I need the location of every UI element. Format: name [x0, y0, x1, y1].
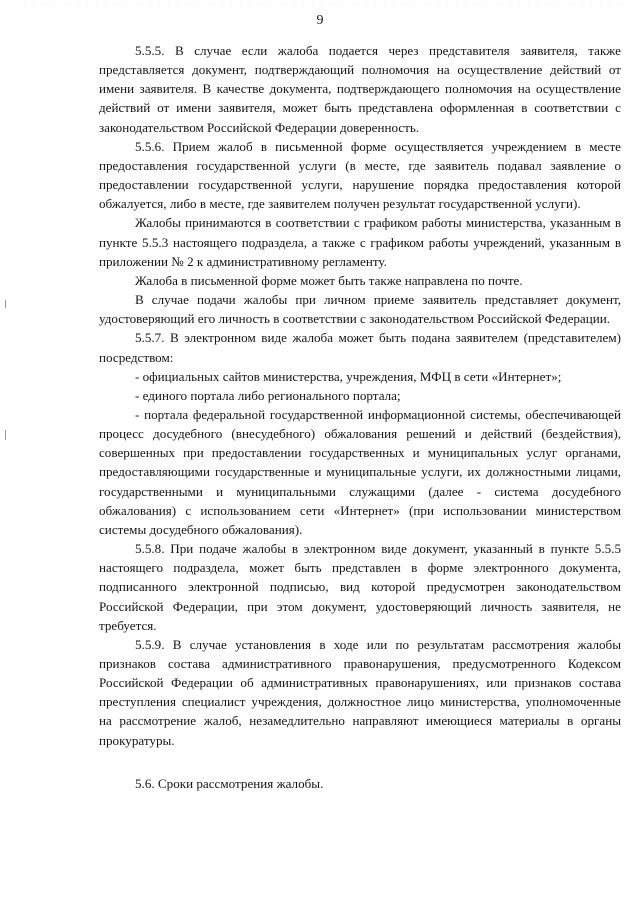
- page-number: 9: [316, 13, 324, 28]
- list-item-official-sites: - официальных сайтов министерства, учреждения, МФЦ в сети «Интернет»;: [135, 368, 562, 384]
- list-item-unified-portal: - единого портала либо регионального портала;: [135, 387, 401, 403]
- scan-artifact-dots: [20, 4, 620, 5]
- paragraph-5-5-6: 5.5.6. Прием жалоб в письменной форме осуществляется учреждением в месте предоставления государственной услуги (в месте, где заявитель подавал заявление о предоставлении государственной услуги, нарушение порядка предоставления которой обжалуется, либо в месте, где заявителем получен результат государственной услуги).: [99, 138, 621, 212]
- paragraph-5-5-7: 5.5.7. В электронном виде жалоба может быть подана заявителем (представителем) посредством:: [99, 330, 621, 365]
- paragraph-5-5-9: 5.5.9. В случае установления в ходе или по результатам рассмотрения жалобы признаков состава административного правонарушения, предусмотренного Кодексом Российской Федерации об административных правонарушениях, или признаков состава преступления специалист учреждения, должностное лицо министерства, уполномоченные на рассмотрение жалоб, незамедлительно направляют имеющиеся материалы в органы прокуратуры.: [99, 636, 621, 748]
- paragraph-mail: Жалоба в письменной форме может быть также направлена по почте.: [135, 272, 523, 288]
- scan-edge-mark: [5, 300, 6, 308]
- paragraph-5-5-5: 5.5.5. В случае если жалоба подается через представителя заявителя, также представляется документ, подтверждающий полномочия на осуществление действий от имени заявителя. В качестве документа, подтверждающего полномочия на осуществление действий от имени заявителя, может быть представлена оформленная в соответствии с законодательством Российской Федерации доверенность.: [99, 43, 621, 135]
- paragraph-personal-visit: В случае подачи жалобы при личном приеме заявитель представляет документ, удостоверяющий его личность в соответствии с законодательством Российской Федерации.: [99, 292, 621, 327]
- scan-edge-mark: [5, 430, 6, 440]
- paragraph-schedule: Жалобы принимаются в соответствии с графиком работы министерства, указанным в пункте 5.5.3 настоящего подраздела, а также с графиком работы учреждений, указанным в приложении № 2 к административному регламенту.: [99, 215, 621, 269]
- paragraph-5-5-8: 5.5.8. При подаче жалобы в электронном виде документ, указанный в пункте 5.5.5 настоящего подраздела, может быть представлен в форме электронного документа, подписанного электронной подписью, вид которой предусмотрен законодательством Российской Федерации, при этом документ, удостоверяющий личность заявителя, не требуется.: [99, 541, 621, 633]
- document-body: [99, 41, 621, 793]
- list-item-federal-portal: - портала федеральной государственной информационной системы, обеспечивающей процесс досудебного (внесудебного) обжалования решений и действий (бездействия), совершенных при предоставлении государственных и муниципальных услуг органами, предоставляющими государственные и муниципальные услуги, их должностными лицами, государственными и муниципальными служащими (далее - система досудебного обжалования) с использованием сети «Интернет» (при использовании министерством системы досудебного обжалования).: [99, 406, 621, 537]
- section-heading-5-6: 5.6. Сроки рассмотрения жалобы.: [135, 775, 324, 791]
